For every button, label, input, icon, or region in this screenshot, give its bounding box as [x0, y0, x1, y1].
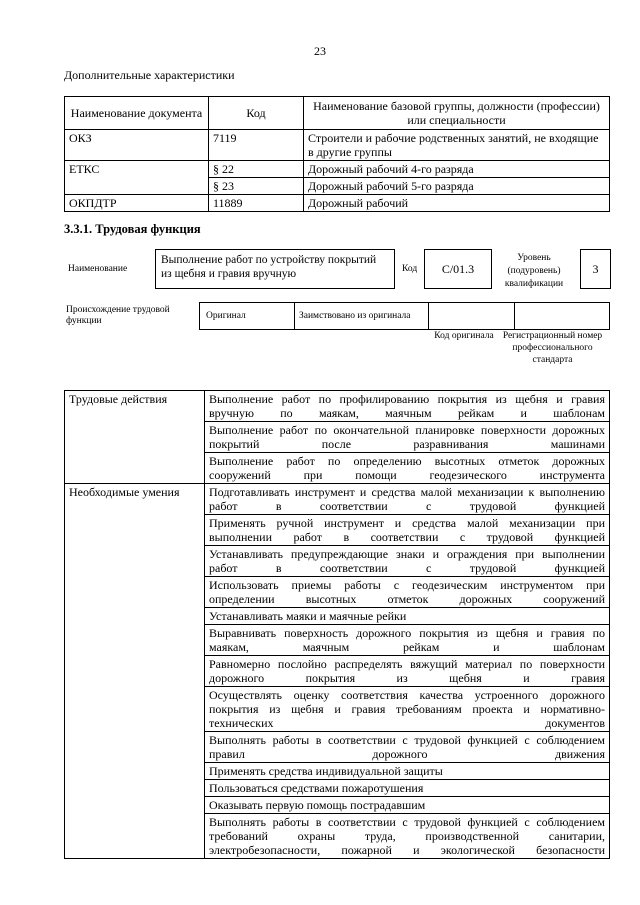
level-value-box [580, 249, 611, 289]
row-code: 11889 [209, 195, 304, 212]
name-value: Выполнение работ по устройству покрытий из щебня и гравия вручную [161, 254, 377, 280]
skill-item: Выполнять работы в соответствии с трудовой функцией с соблюдением правил дорожного движения [205, 732, 610, 763]
skill-item: Осуществлять оценку соответствия качества устроенного дорожного покрытия из щебня и гравия требованиям проекта и нормативно-технических документов [205, 687, 610, 732]
row-doc: ОКПДТР [65, 195, 209, 212]
row-name: Дорожный рабочий [304, 195, 610, 212]
table-row [65, 484, 610, 515]
table-row [65, 195, 610, 212]
action-item: Выполнение работ по профилированию покрытия из щебня и гравия вручную по маякам, маячным рейкам и шаблонам [205, 391, 610, 422]
section-title: 3.3.1. Трудовая функция [64, 222, 201, 236]
row-name: Дорожный рабочий 5-го разряда [304, 178, 610, 195]
code-label: Код [402, 264, 418, 274]
code-value: C/01.3 [441, 262, 475, 276]
origin-reg-cell [515, 303, 610, 330]
extra-characteristics-table [64, 96, 610, 212]
table-row [65, 130, 610, 161]
header-doc: Наименование документа [65, 97, 209, 130]
action-item: Выполнение работ по окончательной планировке поверхности дорожных покрытий после разравнивания машинами [205, 422, 610, 453]
skill-item: Оказывать первую помощь пострадавшим [205, 797, 610, 814]
skill-item: Равномерно послойно распределять вяжущий материал по поверхности дорожного покрытия из щебня и гравия [205, 656, 610, 687]
skill-item: Подготавливать инструмент и средства малой механизации к выполнению работ в соответствии с трудовой функцией [205, 484, 610, 515]
skill-item: Применять средства индивидуальной защиты [205, 763, 610, 780]
origin-code-label: Код оригинала [434, 331, 494, 341]
row-code: 7119 [209, 130, 304, 161]
level-value: 3 [592, 262, 599, 276]
origin-borrowed: Заимствовано из оригинала [295, 303, 429, 330]
origin-code-cell [429, 303, 515, 330]
row-name: Дорожный рабочий 4-го разряда [304, 161, 610, 178]
header-name: Наименование базовой группы, должности (профессии) или специальности [304, 97, 610, 130]
name-label: Наименование [68, 264, 128, 274]
table-header-row [65, 97, 610, 130]
labor-function-table [64, 390, 610, 859]
skill-item: Устанавливать предупреждающие знаки и ограждения при выполнении работ в соответствии с трудовой функцией [205, 546, 610, 577]
skill-item: Выполнять работы в соответствии с трудовой функцией с соблюдением требований охраны труда, производственной санитарии, электробезопасности, пожарной и экологической безопасности [205, 814, 610, 859]
row-doc: ЕТКС [65, 161, 209, 195]
skill-item: Выравнивать поверхность дорожного покрытия из щебня и гравия по маякам, маячным рейкам и шаблонам [205, 625, 610, 656]
actions-label: Трудовые действия [65, 391, 205, 484]
page-number: 23 [314, 44, 326, 58]
row-doc: ОКЗ [65, 130, 209, 161]
origin-reg-label: Регистрационный номер профессионального стандарта [502, 331, 603, 365]
skill-item: Пользоваться средствами пожаротушения [205, 780, 610, 797]
skill-item: Применять ручной инструмент и средства малой механизации при выполнении работ в соответствии с трудовой функцией [205, 515, 610, 546]
header-code: Код [209, 97, 304, 130]
row-code: § 23 [209, 178, 304, 195]
skills-label: Необходимые умения [65, 484, 205, 859]
table-row [65, 161, 610, 178]
skill-item: Устанавливать маяки и маячные рейки [205, 608, 610, 625]
skill-item: Использовать приемы работы с геодезическим инструментом при определении высотных отметок дорожных сооружений [205, 577, 610, 608]
code-value-box [424, 249, 492, 289]
name-value-box [155, 249, 395, 289]
action-item: Выполнение работ по определению высотных отметок дорожных сооружений при помощи геодезического инструмента [205, 453, 610, 484]
table-row [65, 391, 610, 422]
level-label: Уровень (подуровень) квалификации [504, 253, 564, 289]
origin-original: Оригинал [200, 303, 295, 330]
row-name: Строители и рабочие родственных занятий, не входящие в другие группы [304, 130, 610, 161]
row-code: § 22 [209, 161, 304, 178]
origin-label: Происхождение трудовой функции [66, 305, 170, 326]
extra-characteristics-title: Дополнительные характеристики [64, 68, 235, 82]
origin-table [199, 302, 610, 330]
